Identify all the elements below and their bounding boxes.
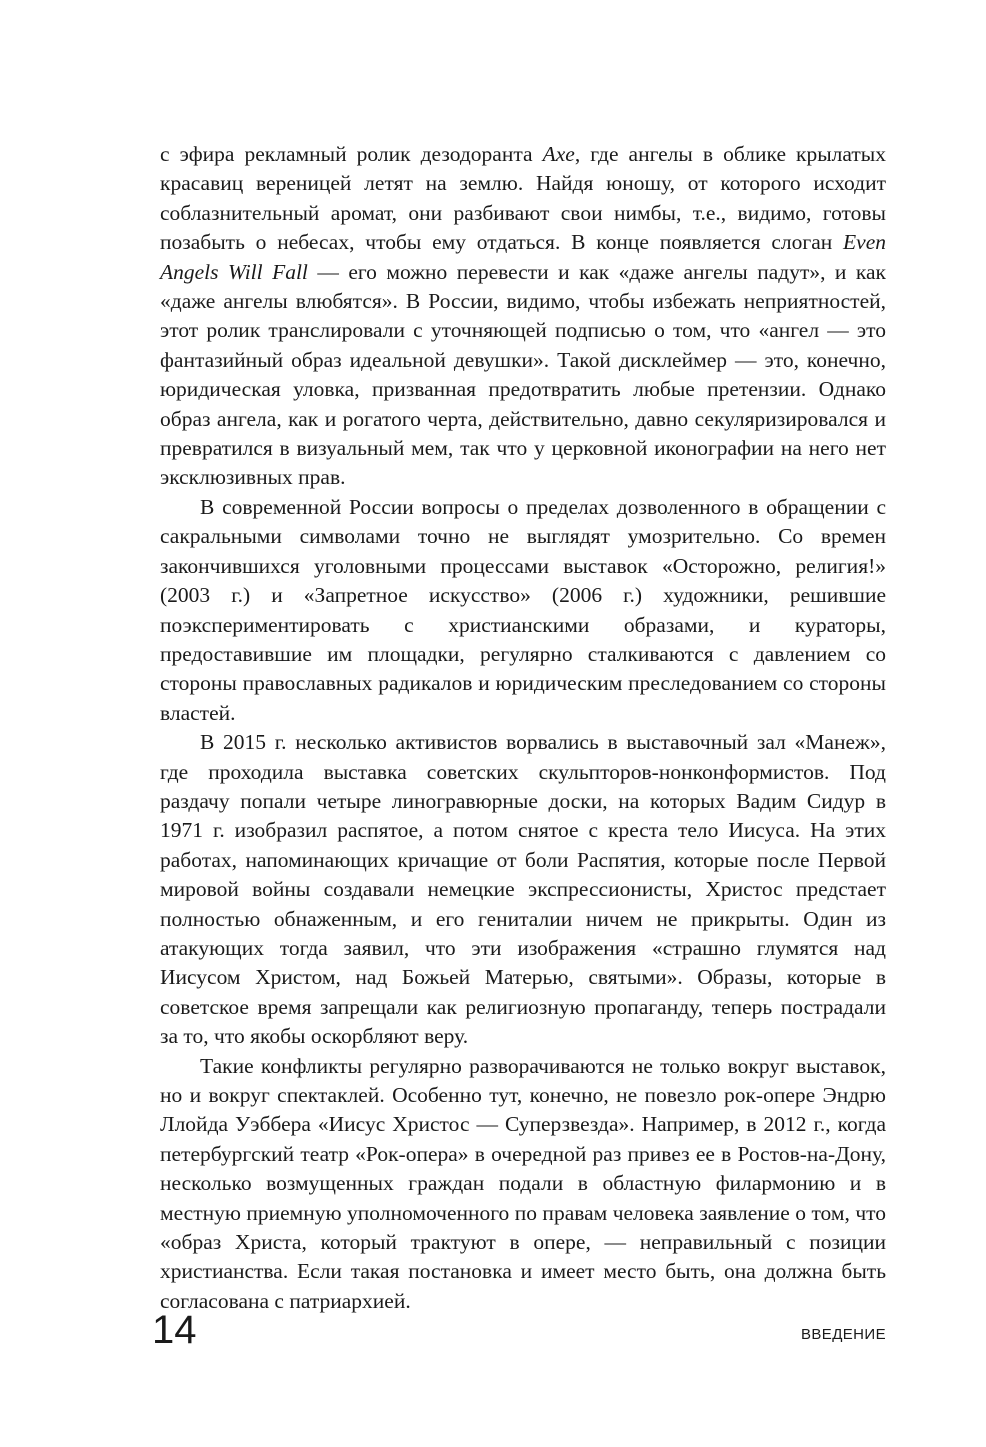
paragraph — [160, 1052, 886, 1317]
text-run: — его можно перевести и как «даже ангелы падут», и как «даже ангелы влюбятся». В России, видимо, чтобы избежать неприятностей, этот ролик транслировали с уточняющей подписью о том, что «ангел — это фантазийный образ идеальной девушки». Такой дисклеймер — это, конечно, юридическая уловка, призванная предотвратить любые претензии. Однако образ ангела, как и рогатого черта, действительно, давно секуляризировался и превратился в визуальный мем, так что у церковной иконографии на него нет эксклюзивных прав. — [160, 259, 887, 490]
page-number: 14 — [152, 1308, 197, 1352]
italic-text: Even Angels Will Fall — [160, 230, 886, 284]
paragraph — [160, 728, 886, 1051]
text-run: Такие конфликты регулярно разворачиваются не только вокруг выставок, но и вокруг спектаклей. Особенно тут, конечно, не повезло рок-опере Эндрю Ллойда Уэббера «Иисус Христос — Суперзвезда». Например, в 2012 г., когда петербургский театр «Рок-опера» в очередной раз привез ее в Ростов-на-Дону, несколько возмущенных граждан подали в областную филармонию и в местную приемную уполномоченного по правам человека заявление о том, что «образ Христа, который трактуют в опере, — неправильный с позиции христианства. Если такая постановка и имеет место быть, она должна быть согласована с патриархией. — [160, 1053, 886, 1313]
text-run: , где ангелы в облике крылатых красавиц вереницей летят на землю. Найдя юношу, от которого исходит соблазнительный аромат, они разбивают свои нимбы, т.е., видимо, готовы позабыть о небесах, чтобы ему отдаться. В конце появляется слоган — [160, 142, 886, 255]
body-text — [160, 140, 886, 1316]
text-run: В 2015 г. несколько активистов ворвались в выставочный зал «Манеж», где проходила выставка советских скульпторов-нонконформистов. Под раздачу попали четыре линогравюрные доски, на которых Вадим Сидур в 1971 г. изобразил распятое, а потом снятое с креста тело Иисуса. На этих работах, напоминающих кричащие от боли Распятия, которые после Первой мировой войны создавали немецкие экспрессионисты, Христос предстает полностью обнаженным, и его гениталии ничем не прикрыты. Один из атакующих тогда заявил, что эти изображения «страшно глумятся над Иисусом Христом, над Божьей Матерью, святыми». Образы, которые в советское время запрещали как религиозную пропаганду, теперь пострадали за то, что якобы оскорбляют веру. — [160, 730, 886, 1049]
text-run: В современной России вопросы о пределах дозволенного в обращении с сакральными символами точно не выглядят умозрительно. Со времен закончившихся уголовными процессами выставок «Осторожно, религия!» (2003 г.) и «Запретное искусство» (2006 г.) художники, решившие поэкспериментировать с христианскими образами, и кураторы, предоставившие им площадки, регулярно сталкиваются с давлением со стороны православных радикалов и юридическим преследованием со стороны властей. — [160, 494, 886, 725]
text-run: с эфира рекламный ролик дезодоранта — [160, 142, 543, 166]
running-footer-section: ВВЕДЕНИЕ — [801, 1326, 886, 1343]
italic-text: Axe — [542, 142, 575, 166]
paragraph — [160, 140, 886, 493]
paragraph — [160, 493, 886, 728]
